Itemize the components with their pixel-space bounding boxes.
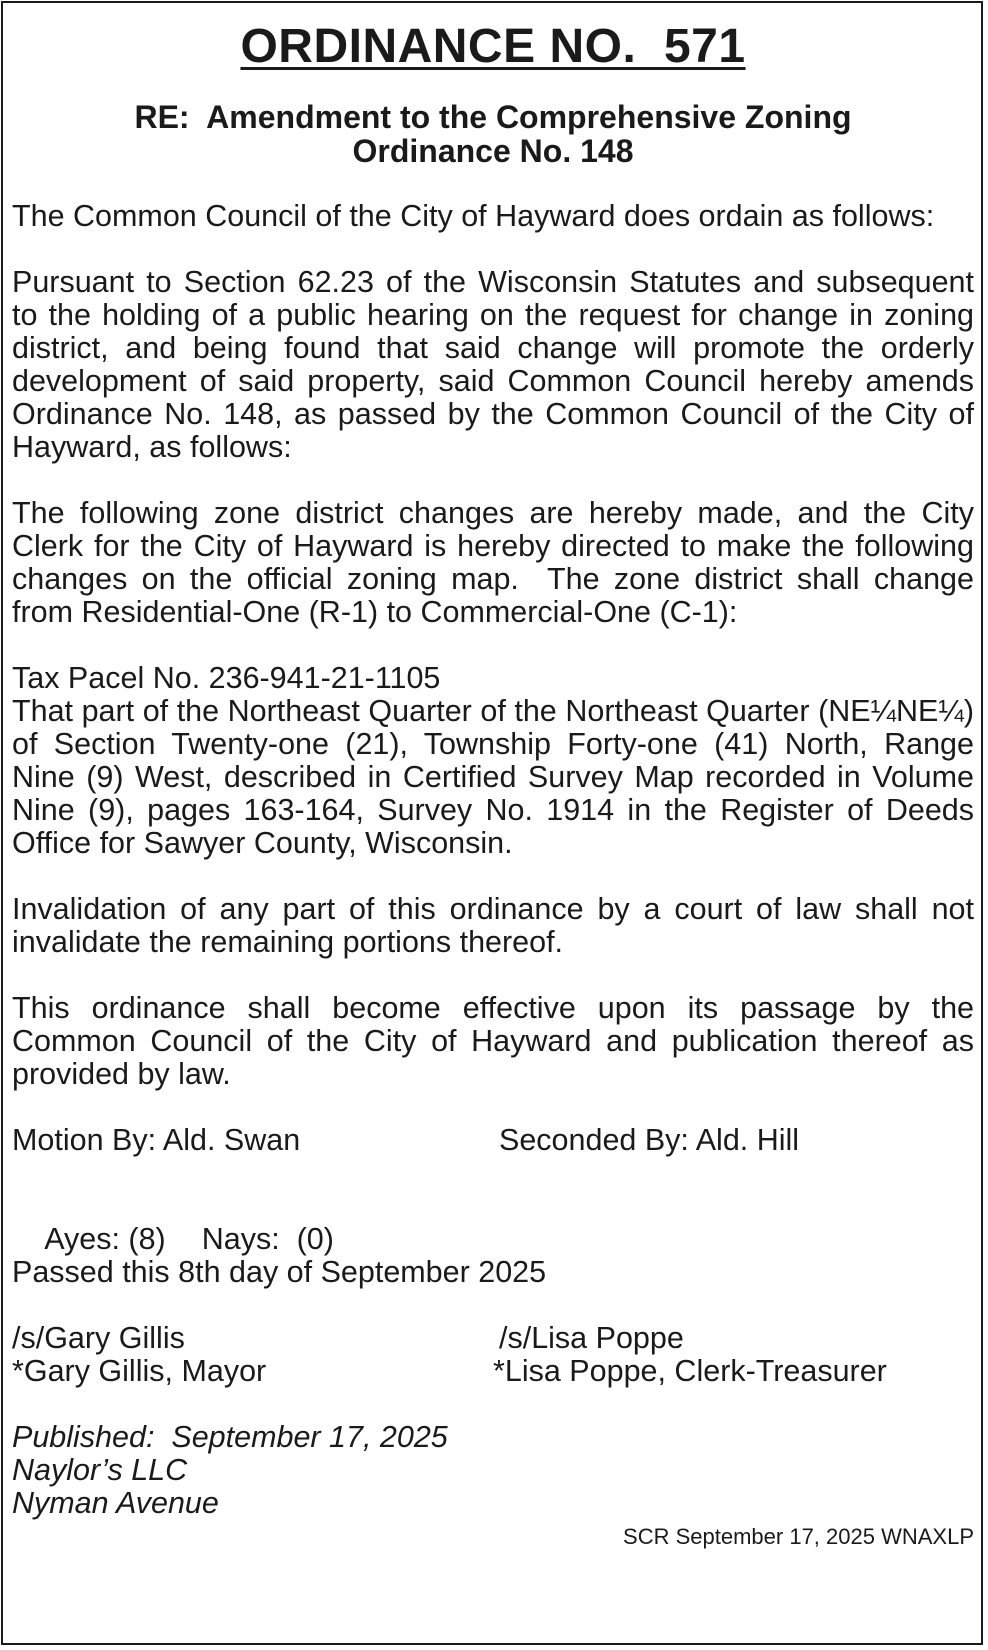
zone-changes-paragraph: The following zone district changes are hereby made, and the City Clerk for the City of Hayward is hereby directed to make the following changes on the official zoning map. The zone district shall change from Residential-One (R-1) to Commercial-One (C-1):: [12, 496, 983, 629]
vote-row: [12, 1190, 974, 1256]
publisher-company: Naylor’s LLC: [12, 1453, 188, 1487]
signature-row: [12, 1322, 974, 1355]
seconded-by: Seconded By: Ald. Hill: [499, 1123, 800, 1157]
subject-line-1: RE: Amendment to the Comprehensive Zoning: [134, 99, 852, 135]
clerk-signature: /s/Lisa Poppe: [499, 1321, 684, 1355]
nays-count: Nays: (0): [201, 1222, 334, 1256]
ordain-paragraph: The Common Council of the City of Hayward does ordain as follows:: [12, 199, 935, 233]
publication-code: SCR September 17, 2025 WNAXLP: [623, 1524, 974, 1549]
mayor-name: *Gary Gillis, Mayor: [12, 1354, 267, 1388]
ordinance-notice: [12, 12, 983, 1550]
pursuant-paragraph: Pursuant to Section 62.23 of the Wisconsin Statutes and subsequent to the holding of a public hearing on the request for change in zoning district, and being found that said change will promote the orderly development of said property, said Common Council hereby amends Ordinance No. 148, as passed by the Common Council of the City of Hayward, as follows:: [12, 265, 974, 464]
motion-row: [12, 1124, 974, 1157]
signer-names-row: [12, 1355, 974, 1388]
legal-description: That part of the Northeast Quarter of the Northeast Quarter (NE¼NE¼) of Section Twenty-one (21), Township Forty-one (41) North, Range Nine (9) West, described in Certified Survey Map recorded in Volume Nine (9), pages 163-164, Survey No. 1914 in the Register of Deeds Office for Sawyer County, Wisconsin.: [12, 694, 974, 860]
ordinance-title: ORDINANCE NO. 571: [240, 20, 746, 73]
clerk-name: *Lisa Poppe, Clerk-Treasurer: [493, 1354, 887, 1388]
mayor-signature: /s/Gary Gillis: [12, 1321, 185, 1355]
passed-date: Passed this 8th day of September 2025: [12, 1255, 547, 1289]
subject-line-2: Ordinance No. 148: [352, 133, 634, 169]
motion-by: Motion By: Ald. Swan: [12, 1123, 301, 1157]
publisher-street: Nyman Avenue: [12, 1486, 219, 1520]
ayes-count: Ayes: (8): [44, 1222, 166, 1256]
invalidation-paragraph: Invalidation of any part of this ordinance by a court of law shall not invalidate the remaining portions thereof.: [12, 892, 974, 959]
parcel-number: Tax Pacel No. 236-941-21-1105: [12, 661, 441, 695]
effective-paragraph: This ordinance shall become effective upon its passage by the Common Council of the City of Hayward and publication thereof as provided by law.: [12, 991, 974, 1091]
subject-heading: [12, 100, 974, 168]
published-date: Published: September 17, 2025: [12, 1420, 448, 1454]
